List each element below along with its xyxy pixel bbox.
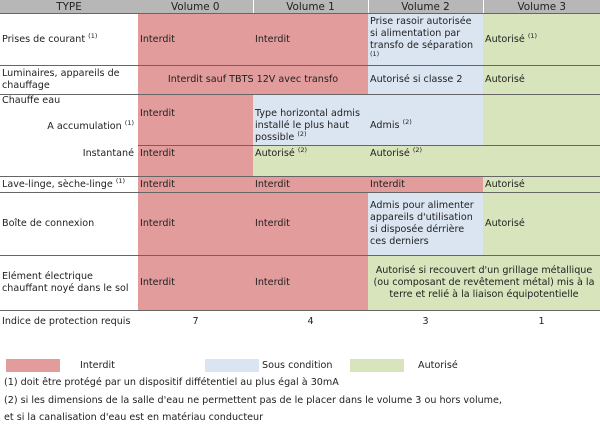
luminaires-v2: Autorisé si classe 2 <box>368 66 483 95</box>
accumulation-note: (1) <box>124 118 134 127</box>
lavelinge-note: (1) <box>115 176 126 185</box>
accumulation-v2: Admis $^{(2)}$ <box>368 108 483 146</box>
chauffe-label: Chauffe eau <box>0 95 138 108</box>
accumulation-v1: Type horizontal admis installé le plus haut possible $^{(2)}$ <box>253 108 368 146</box>
instantane-v0: Interdit <box>138 146 253 177</box>
luminaires-v3: Autorisé <box>483 66 600 95</box>
prises-v0: Interdit <box>138 14 253 66</box>
header-volume-1: Volume 1 <box>253 0 368 14</box>
row-element <box>0 256 600 311</box>
lavelinge-v3: Autorisé <box>483 177 600 193</box>
header-type: TYPE <box>0 0 138 14</box>
accumulation-v2-note: (2) <box>402 118 412 127</box>
prises-v1: Interdit <box>253 14 368 66</box>
element-v23: Autorisé si recouvert d'un grillage métallique (ou composant de revêtement métal) mis à la terre et relié à la liaison équipotentielle <box>368 256 600 311</box>
lavelinge-v0: Interdit <box>138 177 253 193</box>
row-boite <box>0 193 600 256</box>
accumulation-label: A accumulation $^{(1)}$ <box>0 108 138 146</box>
row-chauffe-accumulation <box>0 108 600 146</box>
boite-v0: Interdit <box>138 193 253 256</box>
legend-swatch-interdit <box>6 359 60 372</box>
legend-label-sous-condition: Sous condition <box>262 360 333 371</box>
indice-v1: 4 <box>253 311 368 333</box>
row-prises <box>0 14 600 66</box>
legend-label-interdit: Interdit <box>80 360 115 371</box>
instantane-v1: Autorisé $^{(2)}$ <box>253 146 368 177</box>
indice-label: Indice de protection requis <box>0 311 138 333</box>
header-volume-2: Volume 2 <box>368 0 483 14</box>
lavelinge-label: Lave-linge, sèche-linge $^{(1)}$ <box>0 177 138 193</box>
indice-v2: 3 <box>368 311 483 333</box>
footnote-1: (1) doit être protégé par un dispositif diffétentiel au plus égal à 30mA <box>4 377 339 388</box>
element-v1: Interdit <box>253 256 368 311</box>
boite-v1: Interdit <box>253 193 368 256</box>
legend-label-autorise: Autorisé <box>418 360 458 371</box>
header-volume-0: Volume 0 <box>138 0 253 14</box>
lavelinge-v1: Interdit <box>253 177 368 193</box>
row-luminaires <box>0 66 600 95</box>
instantane-v2-note: (2) <box>412 146 423 154</box>
legend-swatch-sous-condition <box>205 359 259 372</box>
row-chauffe-header <box>0 95 600 108</box>
header-row <box>0 0 600 14</box>
footnote-2b: et si la canalisation d'eau est en matériau conducteur <box>4 412 264 423</box>
luminaires-v01: Interdit sauf TBTS 12V avec transfo <box>138 66 368 95</box>
boite-label: Boîte de connexion <box>0 193 138 256</box>
indice-v0: 7 <box>138 311 253 333</box>
accumulation-v1-note: (2) <box>297 129 307 138</box>
legend-swatch-autorise <box>350 359 404 372</box>
instantane-v1-note: (2) <box>297 146 308 154</box>
footnote-2a: (2) si les dimensions de la salle d'eau ne permettent pas de le placer dans le volume 3 ou hors volume, <box>4 395 502 406</box>
prises-label: Prises de courant $^{(1)}$ <box>0 14 138 66</box>
indice-v3: 1 <box>483 311 600 333</box>
row-lavelinge <box>0 177 600 193</box>
lavelinge-v2: Interdit <box>368 177 483 193</box>
row-indice <box>0 311 600 333</box>
prises-note: (1) <box>88 31 98 40</box>
prises-v3: Autorisé $^{(1)}$ <box>483 14 600 66</box>
prises-v2-note: (1) <box>370 49 380 58</box>
legend <box>0 355 600 425</box>
element-v0: Interdit <box>138 256 253 311</box>
boite-v3: Autorisé <box>483 193 600 256</box>
instantane-label: Instantané <box>0 146 138 177</box>
prises-v3-note: (1) <box>527 31 538 40</box>
luminaires-label: Luminaires, appareils de chauffage <box>0 66 138 95</box>
boite-v2: Admis pour alimenter appareils d'utilisation si disposée dérrière ces derniers <box>368 193 483 256</box>
row-chauffe-instantane <box>0 146 600 177</box>
instantane-v2: Autorisé $^{(2)}$ <box>368 146 483 177</box>
accumulation-v0: Interdit <box>138 108 253 146</box>
header-volume-3: Volume 3 <box>483 0 600 14</box>
prises-v2: Prise rasoir autorisée si alimentation par transfo de séparation $^{(1)}$ <box>368 14 483 66</box>
element-label: Elément électrique chauffant noyé dans le sol <box>0 256 138 311</box>
